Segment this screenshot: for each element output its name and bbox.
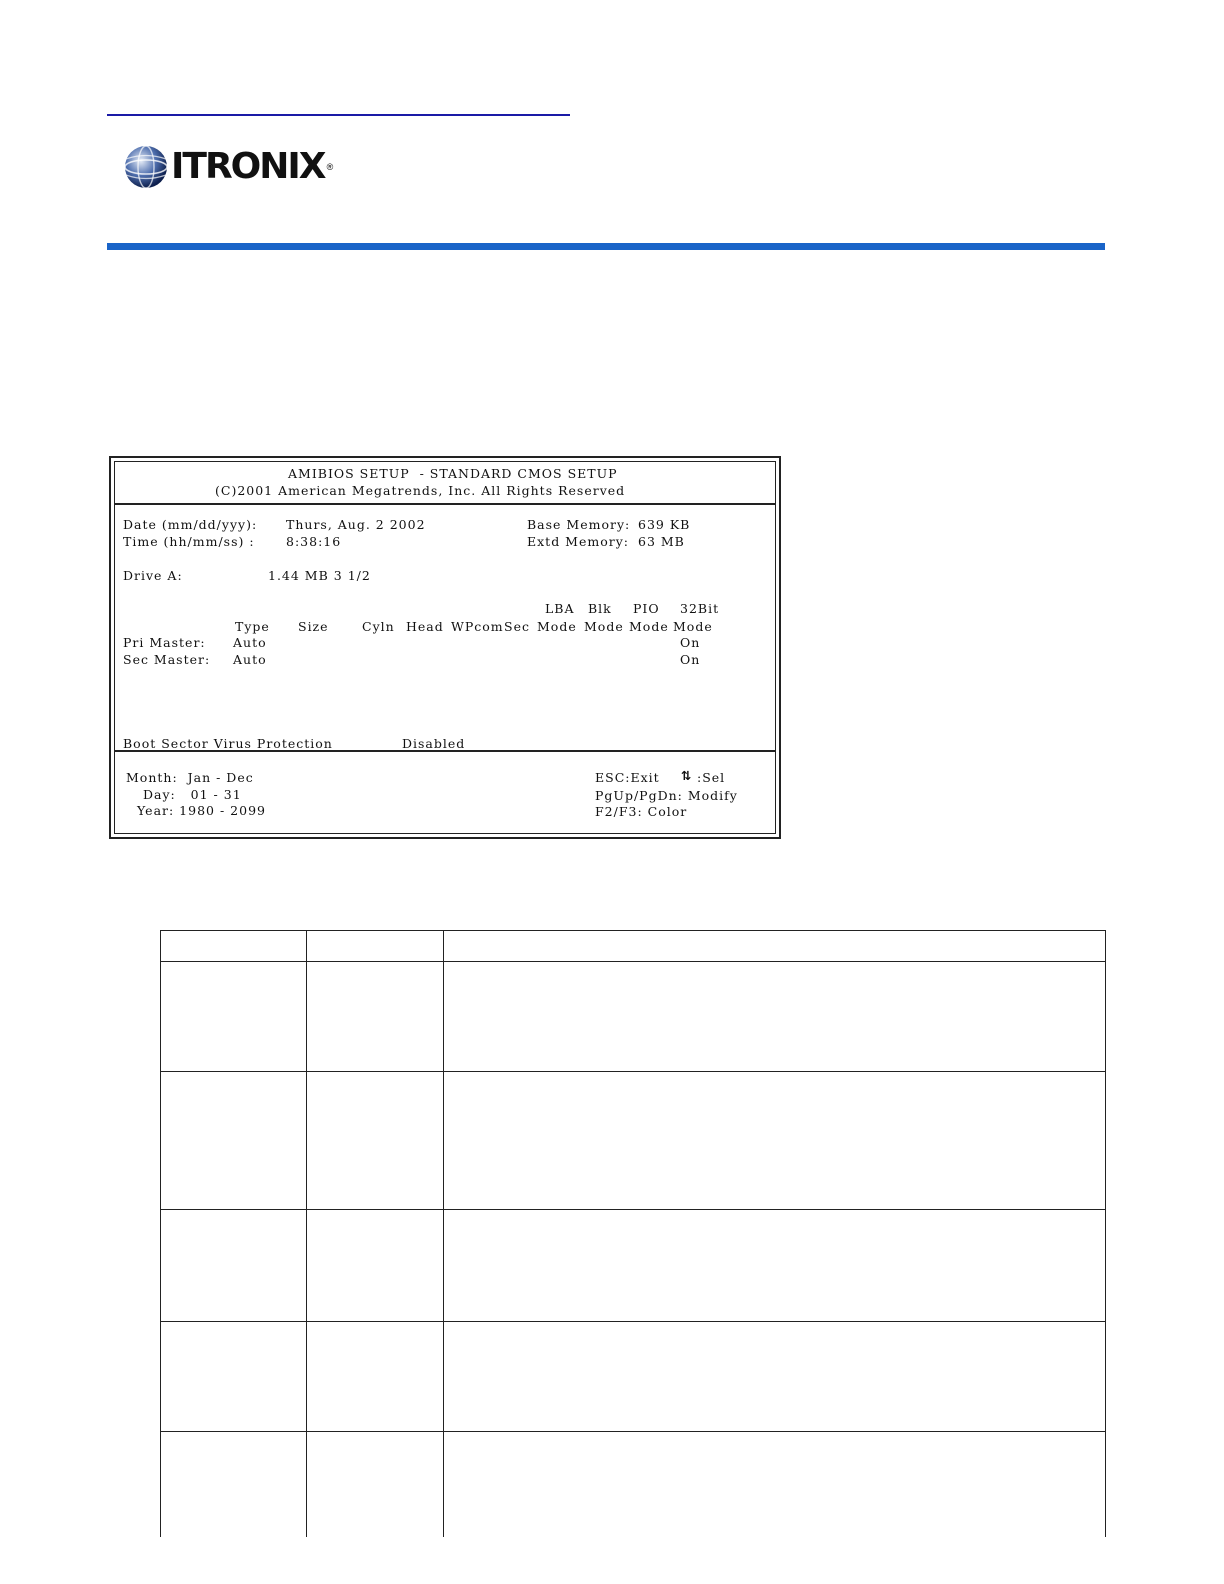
- col-header-lba: LBA: [545, 601, 575, 616]
- table-cell: [161, 1322, 307, 1432]
- boot-sector-label: Boot Sector Virus Protection: [123, 736, 333, 751]
- pri-master-label: Pri Master:: [123, 635, 206, 650]
- table-row: [161, 1072, 1106, 1210]
- drive-a-label: Drive A:: [123, 568, 183, 583]
- help-month: Month: Jan - Dec: [126, 770, 254, 785]
- col-header-32bit: 32Bit: [680, 601, 720, 616]
- table-row: [161, 1210, 1106, 1322]
- boot-sector-value[interactable]: Disabled: [402, 736, 466, 751]
- time-label: Time (hh/mm/ss) :: [123, 534, 255, 549]
- col-header-blk: Blk: [588, 601, 612, 616]
- table-cell: [444, 931, 1106, 962]
- globe-logo-icon: [123, 144, 169, 190]
- table-cell: [444, 1072, 1106, 1210]
- help-pgup-pgdn: PgUp/PgDn: Modify: [595, 788, 738, 803]
- table-cell: [307, 962, 444, 1072]
- settings-table: [160, 930, 1106, 1537]
- table-header-row: [161, 931, 1106, 962]
- table-cell: [307, 931, 444, 962]
- table-cell: [307, 1432, 444, 1537]
- brand-name: ITRONIX: [171, 146, 325, 187]
- sec-master-32bit[interactable]: On: [680, 652, 701, 667]
- table-cell: [444, 962, 1106, 1072]
- table-cell: [161, 1210, 307, 1322]
- table-cell: [161, 962, 307, 1072]
- table-cell: [161, 1432, 307, 1537]
- table-cell: [307, 1322, 444, 1432]
- bios-copyright: (C)2001 American Megatrends, Inc. All Rights Reserved: [215, 483, 626, 498]
- table-cell: [307, 1072, 444, 1210]
- table-row: [161, 1432, 1106, 1537]
- base-memory-label: Base Memory:: [527, 517, 631, 532]
- sec-master-label: Sec Master:: [123, 652, 211, 667]
- table-row: [161, 1322, 1106, 1432]
- base-memory-value: 639 KB: [638, 517, 691, 532]
- date-label: Date (mm/dd/yyy):: [123, 517, 258, 532]
- col-header-size: Size: [298, 619, 329, 634]
- help-year: Year: 1980 - 2099: [137, 803, 266, 818]
- col-header-head: Head: [406, 619, 444, 634]
- up-down-arrows-icon: ⇅: [681, 768, 693, 783]
- bios-setup-screenshot: [109, 456, 781, 839]
- col-header-pio-mode: Mode: [629, 619, 669, 634]
- bios-frame: [114, 461, 776, 834]
- table-cell: [161, 1072, 307, 1210]
- help-color: F2/F3: Color: [595, 804, 688, 819]
- extd-memory-label: Extd Memory:: [527, 534, 629, 549]
- table-cell: [444, 1210, 1106, 1322]
- header-rule: [107, 243, 1105, 250]
- help-day: Day: 01 - 31: [143, 787, 242, 802]
- time-value[interactable]: 8:38:16: [286, 534, 342, 549]
- table-cell: [444, 1322, 1106, 1432]
- table-cell: [444, 1432, 1106, 1537]
- pri-master-32bit[interactable]: On: [680, 635, 701, 650]
- extd-memory-value: 63 MB: [638, 534, 685, 549]
- table-cell: [307, 1210, 444, 1322]
- pri-master-type[interactable]: Auto: [233, 635, 267, 650]
- date-value[interactable]: Thurs, Aug. 2 2002: [286, 517, 426, 532]
- sec-master-type[interactable]: Auto: [233, 652, 267, 667]
- col-header-lba-mode: Mode: [537, 619, 577, 634]
- bios-title: AMIBIOS SETUP - STANDARD CMOS SETUP: [288, 466, 618, 481]
- table-cell: [161, 931, 307, 962]
- help-esc: ESC:Exit: [595, 770, 660, 785]
- col-header-blk-mode: Mode: [584, 619, 624, 634]
- drive-a-value[interactable]: 1.44 MB 3 1/2: [268, 568, 371, 583]
- table-row: [161, 962, 1106, 1072]
- help-sel: :Sel: [697, 770, 726, 785]
- col-header-wpcom: WPcom: [451, 619, 504, 634]
- registered-mark: ®: [326, 162, 334, 172]
- hyperlink-underline[interactable]: [107, 114, 570, 116]
- col-header-type: Type: [235, 619, 270, 634]
- col-header-32bit-mode: Mode: [673, 619, 713, 634]
- col-header-cyln: Cyln: [362, 619, 395, 634]
- col-header-pio: PIO: [633, 601, 660, 616]
- bios-divider: [115, 503, 775, 505]
- itronix-logo: [123, 144, 333, 190]
- bios-divider-bottom: [115, 750, 775, 752]
- col-header-sec: Sec: [504, 619, 530, 634]
